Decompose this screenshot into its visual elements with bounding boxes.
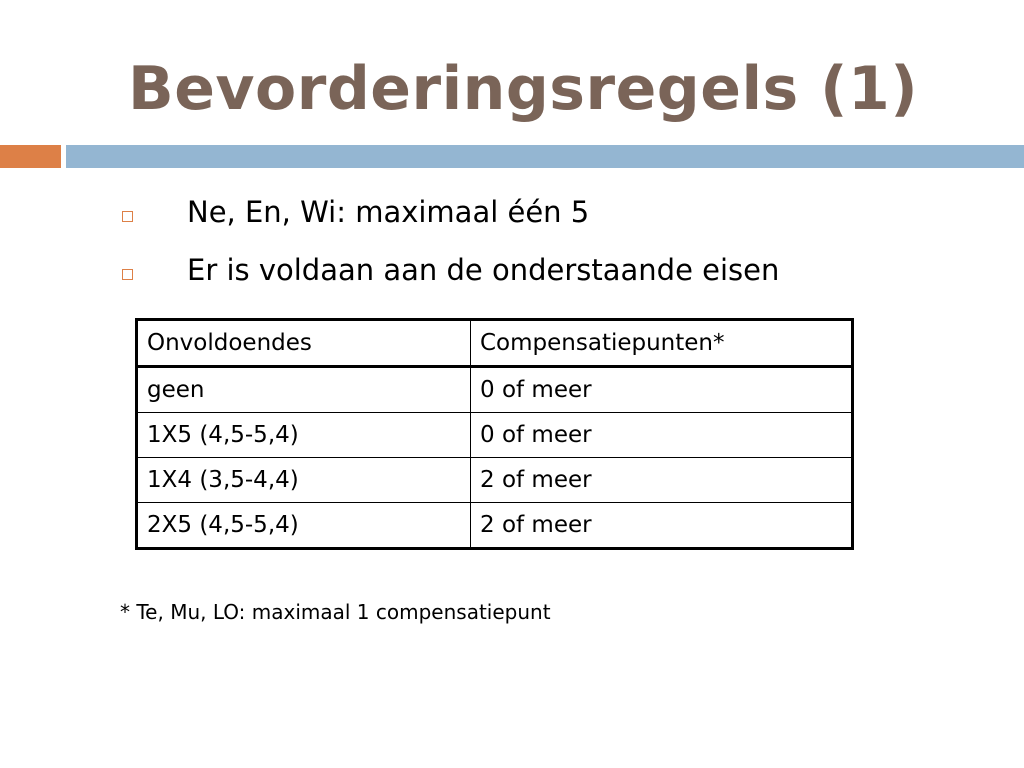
table-cell: 1X4 (3,5-4,4) xyxy=(137,458,471,503)
accent-bar-blue xyxy=(66,145,1024,168)
table-cell: 2 of meer xyxy=(471,503,853,549)
table-row xyxy=(137,458,853,503)
hollow-square-bullet-icon xyxy=(122,269,133,280)
footnote: * Te, Mu, LO: maximaal 1 compensatiepunt xyxy=(120,600,551,624)
table-cell: 0 of meer xyxy=(471,413,853,458)
table-row xyxy=(137,367,853,413)
table-row xyxy=(137,413,853,458)
table-cell: 2 of meer xyxy=(471,458,853,503)
bullet-text: Er is voldaan aan de onderstaande eisen xyxy=(187,253,780,287)
accent-bar-orange xyxy=(0,145,61,168)
column-header: Onvoldoendes xyxy=(137,320,471,367)
hollow-square-bullet-icon xyxy=(122,211,133,222)
table-row xyxy=(137,503,853,549)
table-header-row xyxy=(137,320,853,367)
bullet-text: Ne, En, Wi: maximaal één 5 xyxy=(187,195,590,229)
column-header: Compensatiepunten* xyxy=(471,320,853,367)
table-cell: 2X5 (4,5-5,4) xyxy=(137,503,471,549)
slide-title: Bevorderingsregels (1) xyxy=(128,54,919,124)
table-cell: geen xyxy=(137,367,471,413)
table-cell: 1X5 (4,5-5,4) xyxy=(137,413,471,458)
requirements-table xyxy=(135,318,854,550)
table-cell: 0 of meer xyxy=(471,367,853,413)
